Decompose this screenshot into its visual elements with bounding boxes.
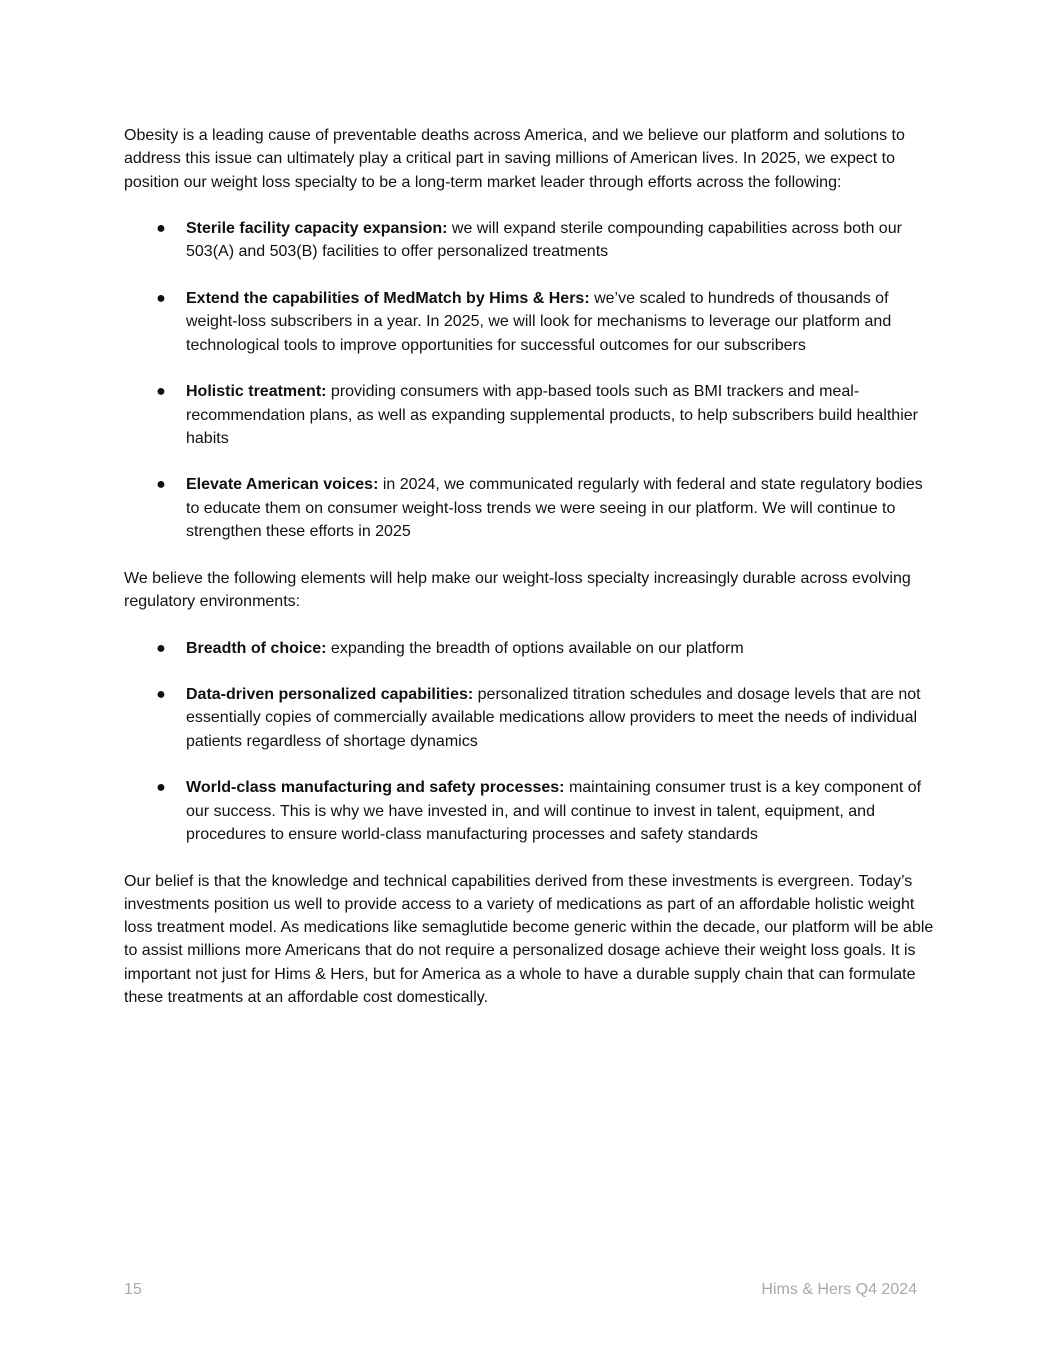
list-item-manufacturing-safety: [124, 776, 936, 846]
bullet-icon: ●: [156, 290, 166, 308]
list-item-lead: Breadth of choice:: [186, 639, 327, 657]
document-page: [124, 124, 936, 1033]
footer-doc-title: Hims & Hers Q4 2024: [761, 1281, 917, 1298]
list-item-sterile-facility: [124, 217, 936, 264]
list-item-text: maintaining consumer trust is a key component of our success. This is why we have invested in, and will continue to invest in talent, equipment, and procedures to ensure world-class manufacturing processes and safety standards: [186, 779, 922, 843]
list-item-lead: World-class manufacturing and safety processes:: [186, 779, 565, 797]
page-number: 15: [124, 1281, 142, 1298]
bullet-icon: ●: [156, 639, 166, 657]
bullet-icon: ●: [156, 383, 166, 401]
list-item-lead: Extend the capabilities of MedMatch by Hims & Hers:: [186, 290, 590, 308]
list-item-medmatch: [124, 287, 936, 357]
conclusion-paragraph: Our belief is that the knowledge and technical capabilities derived from these investments is evergreen. Today’s investments position us well to provide access to a variety of medications as part of an affordable holistic weight loss treatment model. As medications like semaglutide become generic within the decade, our platform will be able to assist millions more Americans that do not require a personalized dosage achieve their weight loss goals. It is important not just for Hims & Hers, but for America as a whole to have a durable supply chain that can formulate these treatments at an affordable cost domestically.: [124, 872, 934, 1006]
list-item-lead: Elevate American voices:: [186, 476, 379, 494]
list-item-text: personalized titration schedules and dosage levels that are not essentially copies of commercially available medications allow providers to meet the needs of individual patients regardless of shortage dynamics: [186, 686, 921, 750]
list-item-data-driven: [124, 683, 936, 753]
list-item-lead: Data-driven personalized capabilities:: [186, 686, 474, 704]
list-item-lead: Sterile facility capacity expansion:: [186, 220, 448, 238]
elements-list: [124, 637, 936, 847]
bullet-icon: ●: [156, 476, 166, 494]
bullet-icon: ●: [156, 779, 166, 797]
intro-paragraph: Obesity is a leading cause of preventable deaths across America, and we believe our platform and solutions to address this issue can ultimately play a critical part in saving millions of American lives. In 2025, we expect to position our weight loss specialty to be a long-term market leader through efforts across the following:: [124, 127, 905, 191]
list-item-lead: Holistic treatment:: [186, 383, 327, 401]
list-item-text: expanding the breadth of options available on our platform: [330, 639, 744, 657]
list-item-text: we’ve scaled to hundreds of thousands of weight-loss subscribers in a year. In 2025, we will look for mechanisms to leverage our platform and technological tools to improve opportunities for successful outcomes for our subscribers: [186, 290, 892, 354]
list-item-american-voices: [124, 473, 936, 543]
bullet-icon: ●: [156, 220, 166, 238]
list-item-holistic-treatment: [124, 380, 936, 450]
efforts-list: [124, 217, 936, 543]
list-item-text: providing consumers with app-based tools such as BMI trackers and meal-recommendation plans, as well as expanding supplemental products, to help subscribers build healthier habits: [186, 383, 918, 447]
list-item-text: we will expand sterile compounding capabilities across both our 503(A) and 503(B) facilities to offer personalized treatments: [186, 220, 902, 261]
durability-paragraph: We believe the following elements will help make our weight-loss specialty increasingly durable across evolving regulatory environments:: [124, 569, 911, 610]
list-item-breadth-of-choice: [124, 637, 936, 660]
bullet-icon: ●: [156, 686, 166, 704]
list-item-text: in 2024, we communicated regularly with federal and state regulatory bodies to educate them on consumer weight-loss trends we were seeing in our platform. We will continue to strengthen these efforts in 2025: [186, 476, 923, 541]
